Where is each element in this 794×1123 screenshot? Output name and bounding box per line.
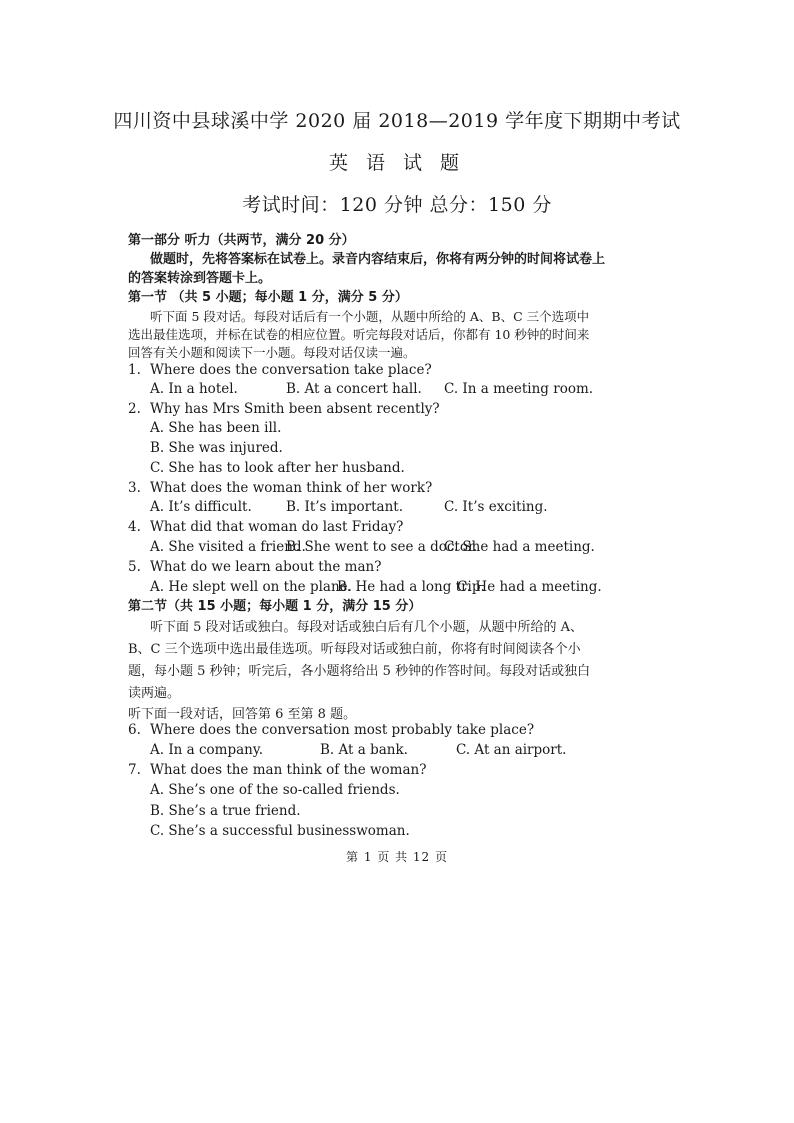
question-4 [128,519,403,535]
question-3 [128,480,432,496]
question-7 [128,762,426,778]
question-text: What does the woman think of her work? [150,480,433,496]
option-b: B. It’s important. [286,499,403,515]
question-text: Where does the conversation take place? [150,362,432,378]
section1-directions-3: 回答有关小题和阅读下一小题。每段对话仅读一遍。 [128,345,416,360]
part1-heading: 第一部分 听力（共两节，满分 20 分） [128,233,355,248]
question-number: 6. [128,722,141,738]
section2-directions-4: 读两遍。 [128,686,181,701]
option-a: A. In a company. [150,742,263,758]
option-c: C. It’s exciting. [444,499,548,515]
question-text: What did that woman do last Friday? [150,519,404,535]
option-b: B. At a bank. [320,742,408,758]
option-b: B. She went to see a doctor. [286,539,478,555]
subject-title: 英 语 试 题 [328,152,466,174]
question-number: 1. [128,362,141,378]
option-c: C. In a meeting room. [444,381,594,397]
question-number: 5. [128,559,141,575]
option-c: C. She has to look after her husband. [150,460,405,476]
question-number: 4. [128,519,141,535]
page-number: 第 1 页 共 12 页 [346,850,448,864]
option-a: A. She visited a friend. [150,539,306,555]
option-b: B. He had a long trip. [337,579,485,595]
section1-heading: 第一节 （共 5 小题；每小题 1 分，满分 5 分） [128,290,408,305]
option-b: B. At a concert hall. [286,381,422,397]
option-a: A. It’s difficult. [150,499,252,515]
question-6 [128,722,534,738]
page-title: 四川资中县球溪中学 2020 届 2018—2019 学年度下期期中考试 [113,110,681,132]
option-c: C. He had a meeting. [457,579,602,595]
part1-instruction-1: 做题时，先将答案标在试卷上。录音内容结束后，你将有两分钟的时间将试卷上 [150,252,606,267]
question-text: What does the man think of the woman? [150,762,427,778]
question-text: Where does the conversation most probably take place? [150,722,535,738]
option-c: C. She’s a successful businesswoman. [150,823,410,839]
section2-directions-1: 听下面 5 段对话或独白。每段对话或独白后有几个小题，从题中所给的 A、 [150,620,584,635]
exam-info: 考试时间：120 分钟 总分：150 分 [242,194,552,216]
option-b: B. She’s a true friend. [150,803,301,819]
section1-directions-2: 选出最佳选项，并标在试卷的相应位置。听完每段对话后，你都有 10 秒钟的时间来 [128,327,590,342]
section2-intro-6-8: 听下面一段对话，回答第 6 至第 8 题。 [128,707,357,722]
question-1 [128,362,432,378]
option-b: B. She was injured. [150,440,283,456]
question-text: What do we learn about the man? [150,559,382,575]
section2-heading: 第二节（共 15 小题；每小题 1 分，满分 15 分） [128,599,422,614]
question-number: 7. [128,762,141,778]
question-5 [128,559,381,575]
question-number: 3. [128,480,141,496]
question-text: Why has Mrs Smith been absent recently? [150,401,440,417]
section2-directions-3: 题，每小题 5 秒钟；听完后，各小题将给出 5 秒钟的作答时间。每段对话或独白 [128,664,591,679]
option-a: A. She’s one of the so-called friends. [150,782,400,798]
option-c: C. At an airport. [456,742,567,758]
option-a: A. In a hotel. [150,381,238,397]
part1-instruction-2: 的答案转涂到答题卡上。 [128,271,272,286]
question-2 [128,401,440,417]
option-a: A. He slept well on the plane. [150,579,352,595]
section2-directions-2: B、C 三个选项中选出最佳选项。听每段对话或独白前，你将有时间阅读各个小 [128,642,581,657]
question-number: 2. [128,401,141,417]
section1-directions-1: 听下面 5 段对话。每段对话后有一个小题，从题中所给的 A、B、C 三个选项中 [150,309,590,324]
option-c: C. She had a meeting. [444,539,595,555]
option-a: A. She has been ill. [150,420,282,436]
